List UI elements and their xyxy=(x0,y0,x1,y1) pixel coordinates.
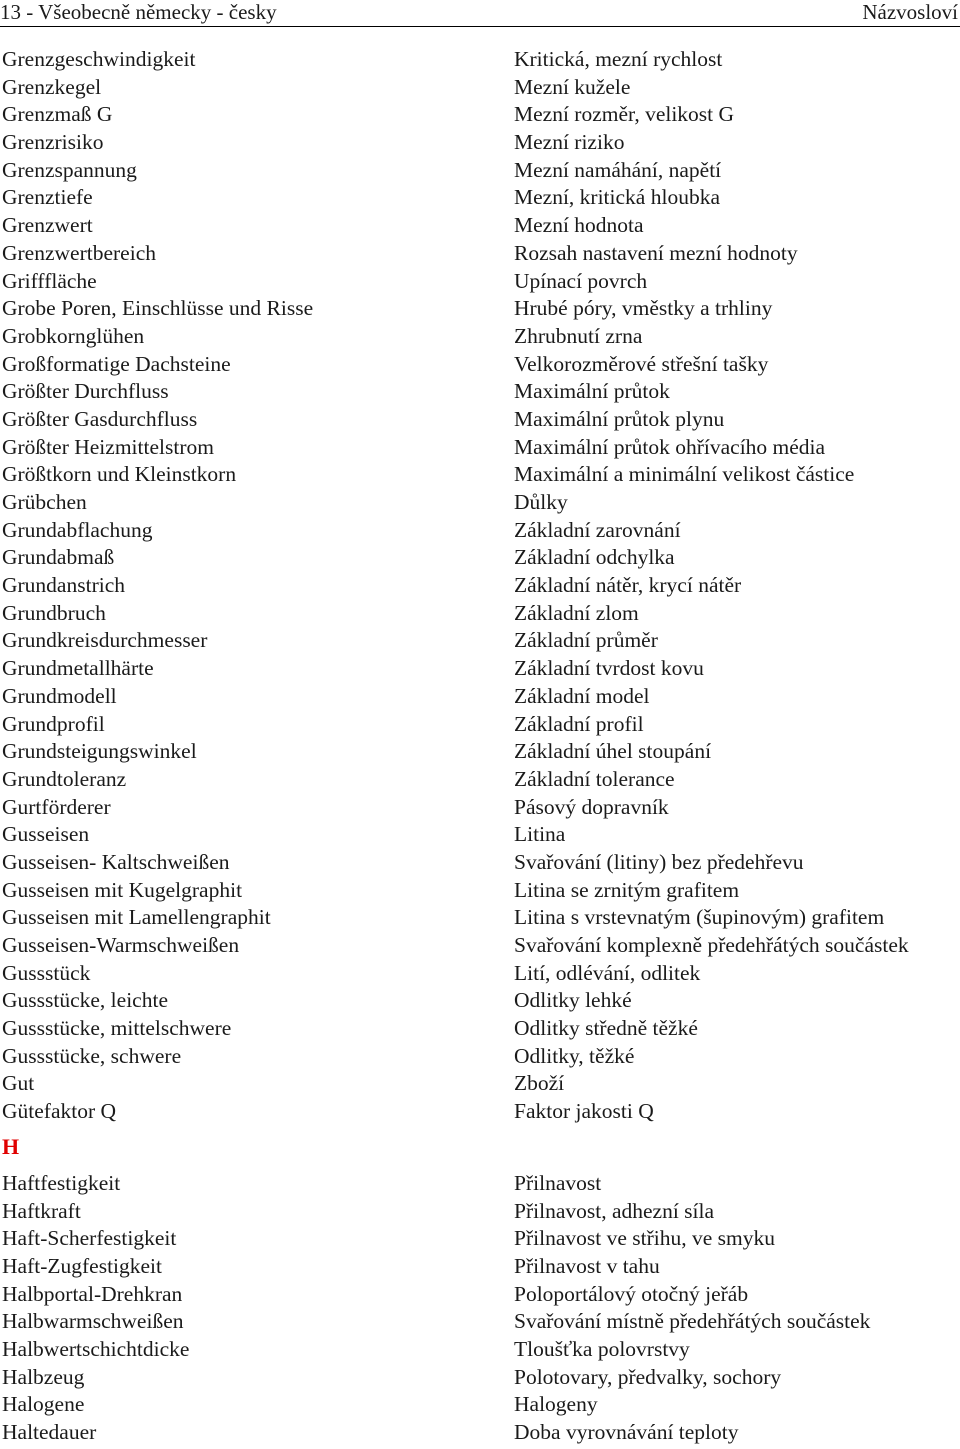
term-german: Grundmetallhärte xyxy=(2,656,154,681)
term-czech: Odlitky středně těžké xyxy=(514,1016,698,1041)
term-czech: Mezní kužele xyxy=(514,74,631,99)
term-german: Grenzkegel xyxy=(2,74,102,99)
glossary-row xyxy=(0,1336,960,1364)
term-czech: Zhrubnutí zrna xyxy=(514,323,643,348)
page-header xyxy=(0,0,960,27)
term-german: Halbwarmschweißen xyxy=(2,1309,184,1334)
term-german: Gusseisen xyxy=(2,822,90,847)
glossary-row xyxy=(0,766,960,794)
glossary-row xyxy=(0,572,960,600)
term-german: Gusseisen-Warmschweißen xyxy=(2,933,240,957)
glossary-row xyxy=(0,461,960,489)
term-czech: Maximální průtok plynu xyxy=(514,406,725,431)
glossary-row xyxy=(0,212,960,240)
term-german: Größter Heizmittelstrom xyxy=(2,434,214,459)
term-german: Gussstück xyxy=(2,960,91,985)
term-german: Grundkreisdurchmesser xyxy=(2,628,208,653)
glossary-row xyxy=(0,323,960,351)
term-czech: Mezní riziko xyxy=(514,130,625,155)
glossary-row xyxy=(0,1281,960,1309)
term-german: Grundtoleranz xyxy=(2,766,127,791)
term-czech: Zboží xyxy=(514,1071,565,1096)
term-czech: Přilnavost, adhezní síla xyxy=(514,1198,715,1223)
glossary-row xyxy=(0,1308,960,1336)
term-czech: Maximální a minimální velikost částice xyxy=(514,462,855,487)
glossary-row xyxy=(0,1419,960,1447)
glossary-row xyxy=(0,1098,960,1126)
term-czech: Kritická, mezní rychlost xyxy=(514,47,723,71)
term-german: Größter Durchfluss xyxy=(2,379,169,404)
term-german: Grundmodell xyxy=(2,683,117,708)
glossary-row xyxy=(0,960,960,988)
term-czech: Základní tolerance xyxy=(514,766,675,791)
glossary-row xyxy=(0,129,960,157)
glossary-row xyxy=(0,1198,960,1226)
page-header-section: Názvosloví xyxy=(862,0,958,24)
term-german: Grobkornglühen xyxy=(2,323,145,348)
term-czech: Přilnavost v tahu xyxy=(514,1253,660,1278)
term-german: Grobe Poren, Einschlüsse und Risse xyxy=(2,296,314,321)
term-czech: Důlky xyxy=(514,490,568,514)
term-german: Haft-Scherfestigkeit xyxy=(2,1226,177,1251)
glossary-row xyxy=(0,821,960,849)
glossary-row xyxy=(0,987,960,1015)
term-german: Haltedauer xyxy=(2,1420,97,1444)
term-german: Großformatige Dachsteine xyxy=(2,351,231,376)
term-german: Grundprofil xyxy=(2,711,105,736)
term-german: Gussstücke, mittelschwere xyxy=(2,1016,232,1041)
term-czech: Mezní hodnota xyxy=(514,213,644,238)
term-czech: Litina se zrnitým grafitem xyxy=(514,877,740,902)
term-czech: Tloušťka polovrstvy xyxy=(514,1336,690,1361)
glossary-row xyxy=(0,1043,960,1071)
term-german: Gusseisen mit Lamellengraphit xyxy=(2,905,271,930)
glossary-row xyxy=(0,240,960,268)
term-german: Größter Gasdurchfluss xyxy=(2,406,198,431)
glossary-row xyxy=(0,932,960,960)
term-czech: Pásový dopravník xyxy=(514,794,669,819)
term-czech: Faktor jakosti Q xyxy=(514,1099,654,1124)
term-german: Haft-Zugfestigkeit xyxy=(2,1253,163,1278)
glossary-row xyxy=(0,295,960,323)
term-czech: Mezní, kritická hloubka xyxy=(514,185,720,210)
glossary-row xyxy=(0,46,960,74)
term-czech: Základní profil xyxy=(514,711,644,736)
term-czech: Základní zarovnání xyxy=(514,517,681,542)
term-german: Haftkraft xyxy=(2,1198,81,1223)
term-czech: Základní odchylka xyxy=(514,545,675,570)
term-german: Grundbruch xyxy=(2,600,106,625)
term-german: Grenztiefe xyxy=(2,185,93,210)
glossary-section-g xyxy=(0,46,960,1126)
term-german: Grenzwert xyxy=(2,213,93,238)
glossary-row xyxy=(0,268,960,296)
glossary-row xyxy=(0,849,960,877)
glossary-row xyxy=(0,74,960,102)
glossary-row xyxy=(0,489,960,517)
glossary-row xyxy=(0,517,960,545)
term-german: Grifffläche xyxy=(2,268,97,293)
glossary-row xyxy=(0,1364,960,1392)
glossary-row xyxy=(0,184,960,212)
term-german: Grundabmaß xyxy=(2,545,115,570)
glossary-row xyxy=(0,378,960,406)
term-german: Grübchen xyxy=(2,490,87,514)
term-german: Halbwertschichtdicke xyxy=(2,1336,190,1361)
glossary-row xyxy=(0,655,960,683)
term-czech: Základní tvrdost kovu xyxy=(514,656,704,681)
term-german: Gussstücke, schwere xyxy=(2,1043,182,1068)
term-czech: Velkorozměrové střešní tašky xyxy=(514,351,769,376)
term-czech: Mezní rozměr, velikost G xyxy=(514,102,735,127)
term-czech: Maximální průtok xyxy=(514,379,670,404)
term-czech: Svařování komplexně předehřátých součástek xyxy=(514,933,909,957)
page-header-title: 13 - Všeobecně německy - česky xyxy=(0,0,277,24)
glossary-row xyxy=(0,544,960,572)
term-czech: Základní úhel stoupání xyxy=(514,739,712,764)
term-german: Gurtförderer xyxy=(2,794,111,819)
term-czech: Základní průměr xyxy=(514,628,658,653)
term-czech: Základní zlom xyxy=(514,600,639,625)
term-german: Grenzrisiko xyxy=(2,130,104,155)
term-german: Grenzspannung xyxy=(2,157,137,182)
glossary-row xyxy=(0,627,960,655)
glossary-row xyxy=(0,1225,960,1253)
term-german: Grenzgeschwindigkeit xyxy=(2,47,196,71)
term-czech: Základní nátěr, krycí nátěr xyxy=(514,573,742,598)
term-czech: Litina s vrstevnatým (šupinovým) grafitem xyxy=(514,905,885,930)
term-german: Gussstücke, leichte xyxy=(2,988,168,1013)
glossary-row xyxy=(0,683,960,711)
glossary-section-h xyxy=(0,1170,960,1447)
term-czech: Maximální průtok ohřívacího média xyxy=(514,434,826,459)
term-german: Gut xyxy=(2,1071,35,1096)
term-german: Halbportal-Drehkran xyxy=(2,1281,183,1306)
term-czech: Mezní namáhání, napětí xyxy=(514,157,722,182)
term-czech: Přilnavost xyxy=(514,1170,602,1195)
section-heading-h xyxy=(0,1126,960,1170)
glossary-row xyxy=(0,1170,960,1198)
term-german: Halogene xyxy=(2,1392,85,1417)
term-german: Gütefaktor Q xyxy=(2,1099,117,1124)
glossary-row xyxy=(0,600,960,628)
term-czech: Lití, odlévání, odlitek xyxy=(514,960,701,985)
term-czech: Poloportálový otočný jeřáb xyxy=(514,1281,749,1306)
term-czech: Svařování místně předehřátých součástek xyxy=(514,1309,871,1334)
term-czech: Hrubé póry, vměstky a trhliny xyxy=(514,296,773,321)
term-czech: Polotovary, předvalky, sochory xyxy=(514,1364,782,1389)
glossary-row xyxy=(0,157,960,185)
glossary-table xyxy=(0,46,960,1447)
term-german: Haftfestigkeit xyxy=(2,1170,121,1195)
glossary-row xyxy=(0,1015,960,1043)
glossary-row xyxy=(0,877,960,905)
glossary-row xyxy=(0,1253,960,1281)
glossary-row xyxy=(0,711,960,739)
glossary-row xyxy=(0,434,960,462)
glossary-row xyxy=(0,406,960,434)
term-czech: Přilnavost ve střihu, ve smyku xyxy=(514,1226,775,1251)
term-german: Grundanstrich xyxy=(2,573,125,598)
term-german: Grundabflachung xyxy=(2,517,153,542)
term-german: Größtkorn und Kleinstkorn xyxy=(2,462,237,487)
glossary-row xyxy=(0,351,960,379)
term-czech: Doba vyrovnávání teploty xyxy=(514,1420,739,1444)
term-czech: Litina xyxy=(514,822,566,847)
term-czech: Svařování (litiny) bez předehřevu xyxy=(514,849,804,874)
glossary-row xyxy=(0,738,960,766)
term-german: Grenzwertbereich xyxy=(2,240,156,265)
term-czech: Odlitky, těžké xyxy=(514,1043,635,1068)
term-czech: Základní model xyxy=(514,683,650,708)
term-german: Grundsteigungswinkel xyxy=(2,739,197,764)
glossary-row xyxy=(0,904,960,932)
term-german: Grenzmaß G xyxy=(2,102,113,127)
glossary-row xyxy=(0,1391,960,1419)
glossary-row xyxy=(0,101,960,129)
term-czech: Upínací povrch xyxy=(514,268,648,293)
glossary-row xyxy=(0,794,960,822)
term-german: Gusseisen mit Kugelgraphit xyxy=(2,877,243,902)
section-letter: H xyxy=(2,1133,20,1159)
term-czech: Halogeny xyxy=(514,1392,598,1417)
glossary-row xyxy=(0,1070,960,1098)
term-german: Halbzeug xyxy=(2,1364,85,1389)
term-german: Gusseisen- Kaltschweißen xyxy=(2,849,230,874)
term-czech: Rozsah nastavení mezní hodnoty xyxy=(514,240,798,265)
term-czech: Odlitky lehké xyxy=(514,988,632,1013)
